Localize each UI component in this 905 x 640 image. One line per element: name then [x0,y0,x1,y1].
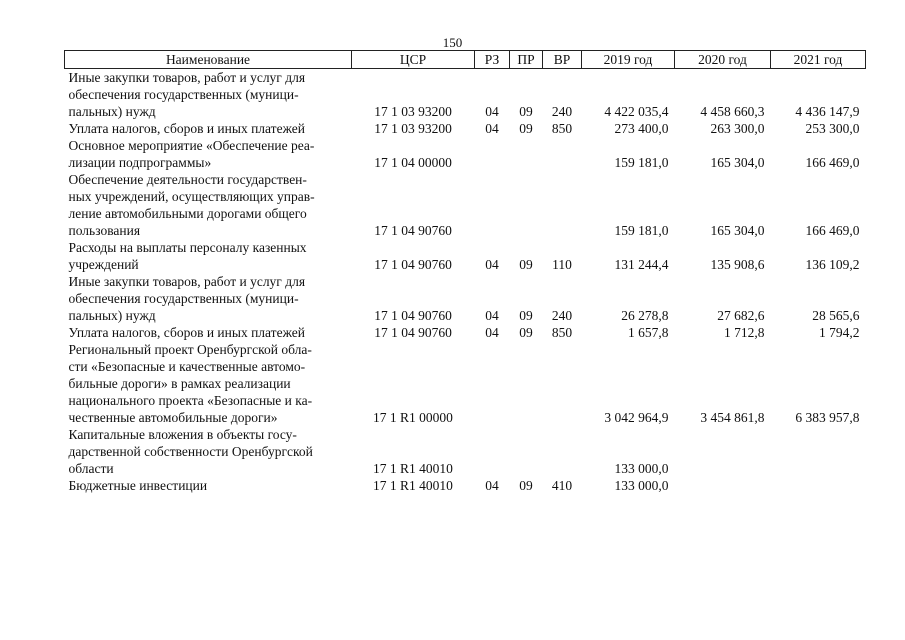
header-rz: РЗ [475,51,510,69]
cell-2021: 4 436 147,9 [795,104,860,119]
cell-rz: 04 [485,478,499,493]
cell-2020: 4 458 660,3 [700,104,765,119]
cell-csr: 17 1 03 93200 [374,121,452,136]
name-line: Обеспечение деятельности государствен- [68,172,307,187]
name-line: Капитальные вложения в объекты госу- [68,427,297,442]
cell-2020: 263 300,0 [710,121,765,136]
cell-name [65,69,352,121]
name-line: Бюджетные инвестиции [68,478,208,493]
cell-rz: 04 [485,121,499,136]
table-header-row [65,51,866,69]
cell-2021: 166 469,0 [805,155,860,170]
cell-2021: 6 383 957,8 [795,410,860,425]
table-row [65,69,866,121]
cell-vr: 240 [551,104,573,119]
cell-2019: 273 400,0 [614,121,669,136]
cell-pr: 09 [519,104,533,119]
table-row [65,324,866,341]
cell-2021 [771,426,866,477]
name-line: национального проекта «Безопасные и ка- [68,393,313,408]
table-row [65,426,866,477]
name-line: ление автомобильными дорогами общего [68,206,307,221]
cell-rz [475,137,510,171]
name-line: пальных) нужд [68,104,156,119]
cell-2019: 133 000,0 [614,478,669,493]
cell-csr: 17 1 04 00000 [374,155,452,170]
name-line: Уплата налогов, сборов и иных платежей [68,325,305,340]
cell-2020: 27 682,6 [717,308,765,323]
cell-csr: 17 1 04 90760 [374,308,452,323]
cell-pr: 09 [519,478,533,493]
table-row [65,477,866,494]
cell-name [65,171,352,239]
cell-rz [475,341,510,426]
header-pr: ПР [510,51,543,69]
table-row [65,171,866,239]
name-line: обеспечения государственных (муници- [68,291,299,306]
cell-vr [543,426,582,477]
name-line: области [68,461,114,476]
cell-2019: 4 422 035,4 [604,104,669,119]
cell-2020: 3 454 861,8 [700,410,765,425]
cell-2020: 165 304,0 [710,155,765,170]
cell-2019: 3 042 964,9 [604,410,669,425]
cell-csr: 17 1 R1 40010 [373,478,453,493]
name-line: бильные дороги» в рамках реализации [68,376,291,391]
cell-name [65,120,352,137]
cell-2020 [675,426,771,477]
name-line: Уплата налогов, сборов и иных платежей [68,121,305,136]
cell-name [65,239,352,273]
cell-pr: 09 [519,308,533,323]
cell-pr [510,426,543,477]
cell-2021: 1 794,2 [819,325,860,340]
cell-rz: 04 [485,325,499,340]
name-line: Региональный проект Оренбургской обла- [68,342,312,357]
cell-name [65,324,352,341]
cell-pr: 09 [519,121,533,136]
cell-pr: 09 [519,325,533,340]
name-line: дарственной собственности Оренбургской [68,444,313,459]
cell-2019: 131 244,4 [614,257,669,272]
cell-csr: 17 1 04 90760 [374,223,452,238]
page-number: 150 [442,35,463,50]
cell-name [65,477,352,494]
cell-rz [475,426,510,477]
cell-2019: 159 181,0 [614,155,669,170]
table-row [65,120,866,137]
header-2020: 2020 год [675,51,771,69]
cell-rz: 04 [485,104,499,119]
cell-2019: 1 657,8 [628,325,669,340]
cell-csr: 17 1 R1 40010 [373,461,453,476]
cell-vr: 850 [551,121,573,136]
name-line: Иные закупки товаров, работ и услуг для [68,274,306,289]
cell-vr: 850 [551,325,573,340]
name-line: обеспечения государственных (муници- [68,87,299,102]
cell-2019: 159 181,0 [614,223,669,238]
cell-vr [543,341,582,426]
header-2021: 2021 год [771,51,866,69]
cell-vr: 410 [551,478,573,493]
table-row [65,341,866,426]
table-body [65,69,866,495]
cell-csr: 17 1 R1 00000 [373,410,453,425]
cell-2020: 1 712,8 [724,325,765,340]
cell-2021: 136 109,2 [805,257,860,272]
cell-name [65,273,352,324]
cell-pr [510,341,543,426]
cell-vr [543,137,582,171]
name-line: Иные закупки товаров, работ и услуг для [68,70,306,85]
table-row [65,273,866,324]
cell-rz: 04 [485,308,499,323]
name-line: пользования [68,223,141,238]
name-line: Расходы на выплаты персоналу казенных [68,240,307,255]
cell-pr [510,137,543,171]
table-row [65,137,866,171]
name-line: сти «Безопасные и качественные автомо- [68,359,306,374]
cell-name [65,137,352,171]
cell-name [65,341,352,426]
cell-2019: 133 000,0 [614,461,669,476]
header-name: Наименование [65,51,352,69]
name-line: лизации подпрограммы» [68,155,212,170]
cell-2020: 165 304,0 [710,223,765,238]
cell-csr: 17 1 04 90760 [374,325,452,340]
header-2019: 2019 год [582,51,675,69]
name-line: пальных) нужд [68,308,156,323]
name-line: чественные автомобильные дороги» [68,410,278,425]
name-line: учреждений [68,257,139,272]
cell-2021: 166 469,0 [805,223,860,238]
header-csr: ЦСР [352,51,475,69]
cell-vr: 240 [551,308,573,323]
cell-rz: 04 [485,257,499,272]
cell-rz [475,171,510,239]
cell-2019: 26 278,8 [621,308,669,323]
cell-csr: 17 1 03 93200 [374,104,452,119]
cell-pr: 09 [519,257,533,272]
cell-name [65,426,352,477]
cell-vr: 110 [552,257,572,272]
table-row [65,239,866,273]
cell-2020: 135 908,6 [710,257,765,272]
cell-2021: 28 565,6 [812,308,860,323]
header-vr: ВР [543,51,582,69]
cell-2021: 253 300,0 [805,121,860,136]
budget-table [64,50,866,494]
cell-2020 [675,477,771,494]
name-line: ных учреждений, осуществляющих управ- [68,189,315,204]
cell-csr: 17 1 04 90760 [374,257,452,272]
cell-pr [510,171,543,239]
name-line: Основное мероприятие «Обеспечение реа- [68,138,315,153]
cell-vr [543,171,582,239]
cell-2021 [771,477,866,494]
